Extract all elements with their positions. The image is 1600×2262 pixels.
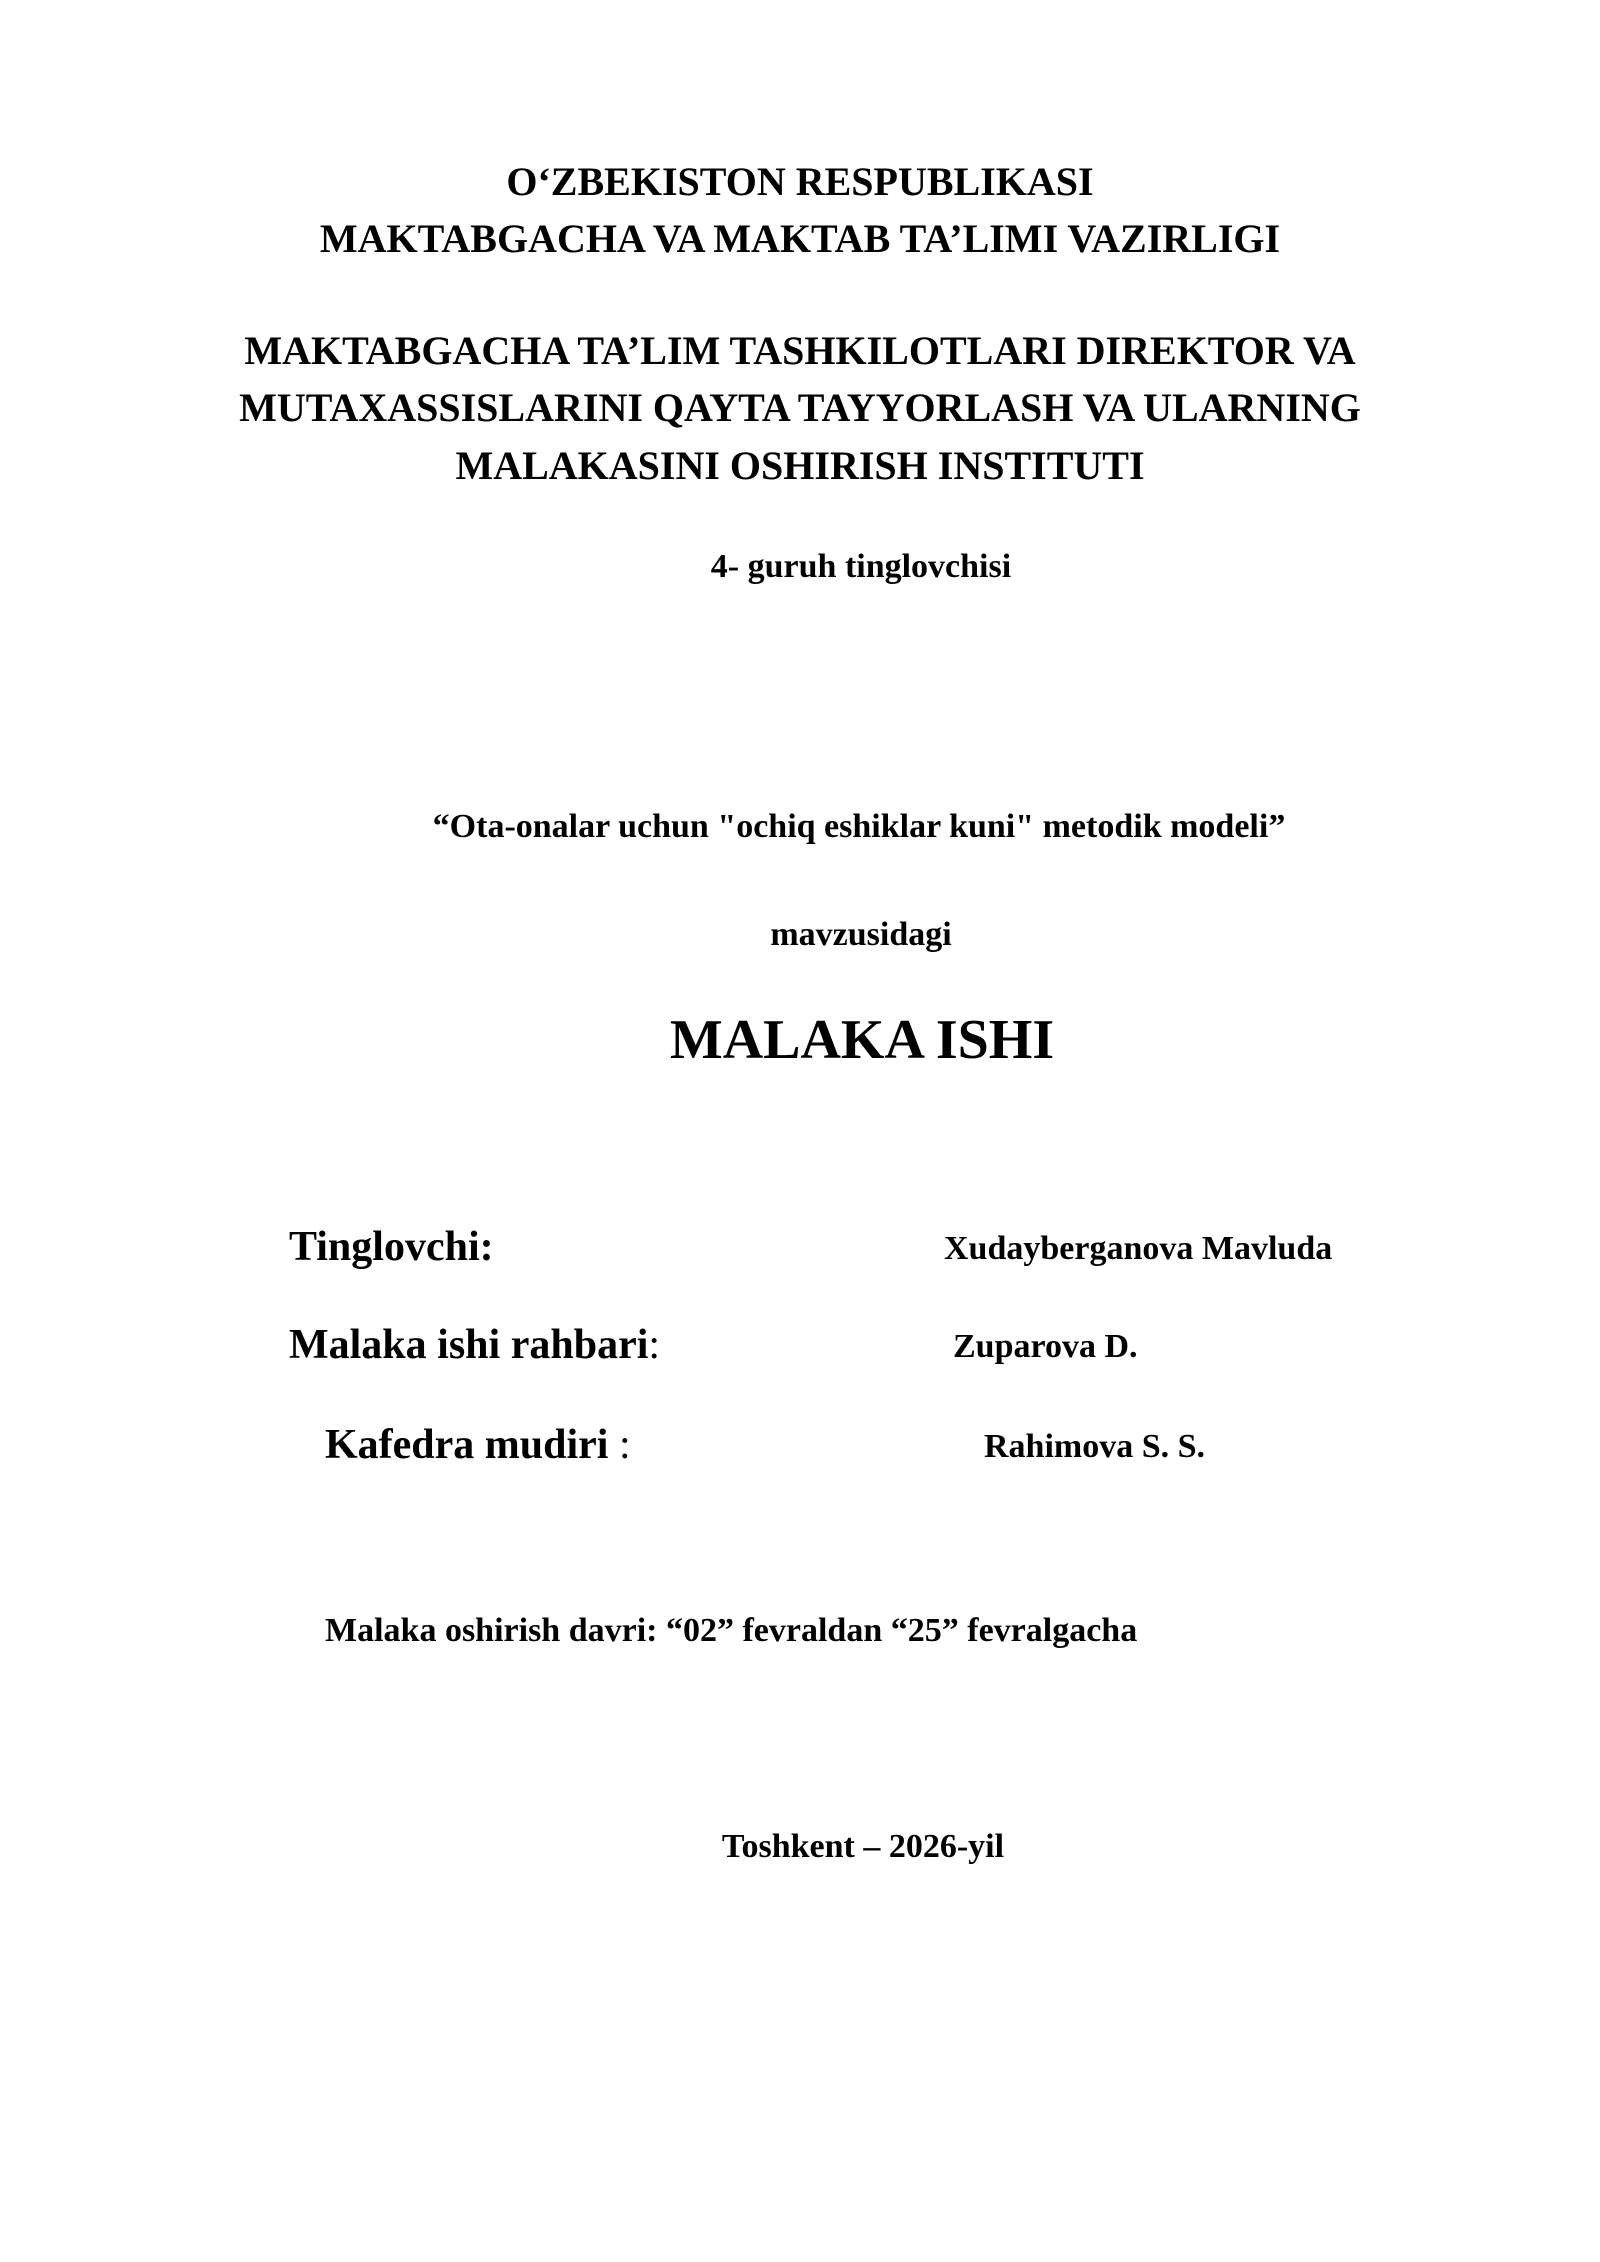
ministry-heading: MAKTABGACHA VA MAKTAB TA’LIMI VAZIRLIGI	[319, 216, 1281, 261]
topic-suffix: mavzusidagi	[770, 916, 952, 953]
training-period: Malaka oshirish davri: “02” fevraldan “25” fevralgacha	[325, 1612, 1138, 1649]
supervisor-label	[289, 1324, 660, 1366]
institute-line-3: MALAKASINI OSHIRISH INSTITUTI	[455, 443, 1145, 488]
head-label-text: Kafedra mudiri	[325, 1422, 609, 1468]
supervisor-colon: :	[648, 1322, 661, 1368]
supervisor-label-text: Malaka ishi rahbari	[289, 1322, 649, 1368]
group-line: 4- guruh tinglovchisi	[710, 548, 1012, 585]
institute-line-1: MAKTABGACHA TA’LIM TASHKILOTLARI DIREKTOR VA	[244, 328, 1356, 373]
listener-label: Tinglovchi:	[289, 1224, 494, 1270]
republic-heading: O‘ZBEKISTON RESPUBLIKASI	[506, 159, 1094, 204]
supervisor-value: Zuparova D.	[953, 1328, 1138, 1365]
place-and-year: Toshkent – 2026-yil	[721, 1828, 1005, 1865]
head-colon: :	[608, 1422, 631, 1468]
institute-line-2: MUTAXASSISLARINI QAYTA TAYYORLASH VA ULARNING	[239, 385, 1361, 430]
head-value: Rahimova S. S.	[984, 1428, 1206, 1465]
topic-title: “Ota-onalar uchun "ochiq eshiklar kuni" metodik modeli”	[432, 808, 1286, 845]
work-title: MALAKA ISHI	[669, 1009, 1055, 1071]
listener-value: Xudayberganova Mavluda	[944, 1230, 1333, 1267]
head-label	[325, 1424, 631, 1466]
